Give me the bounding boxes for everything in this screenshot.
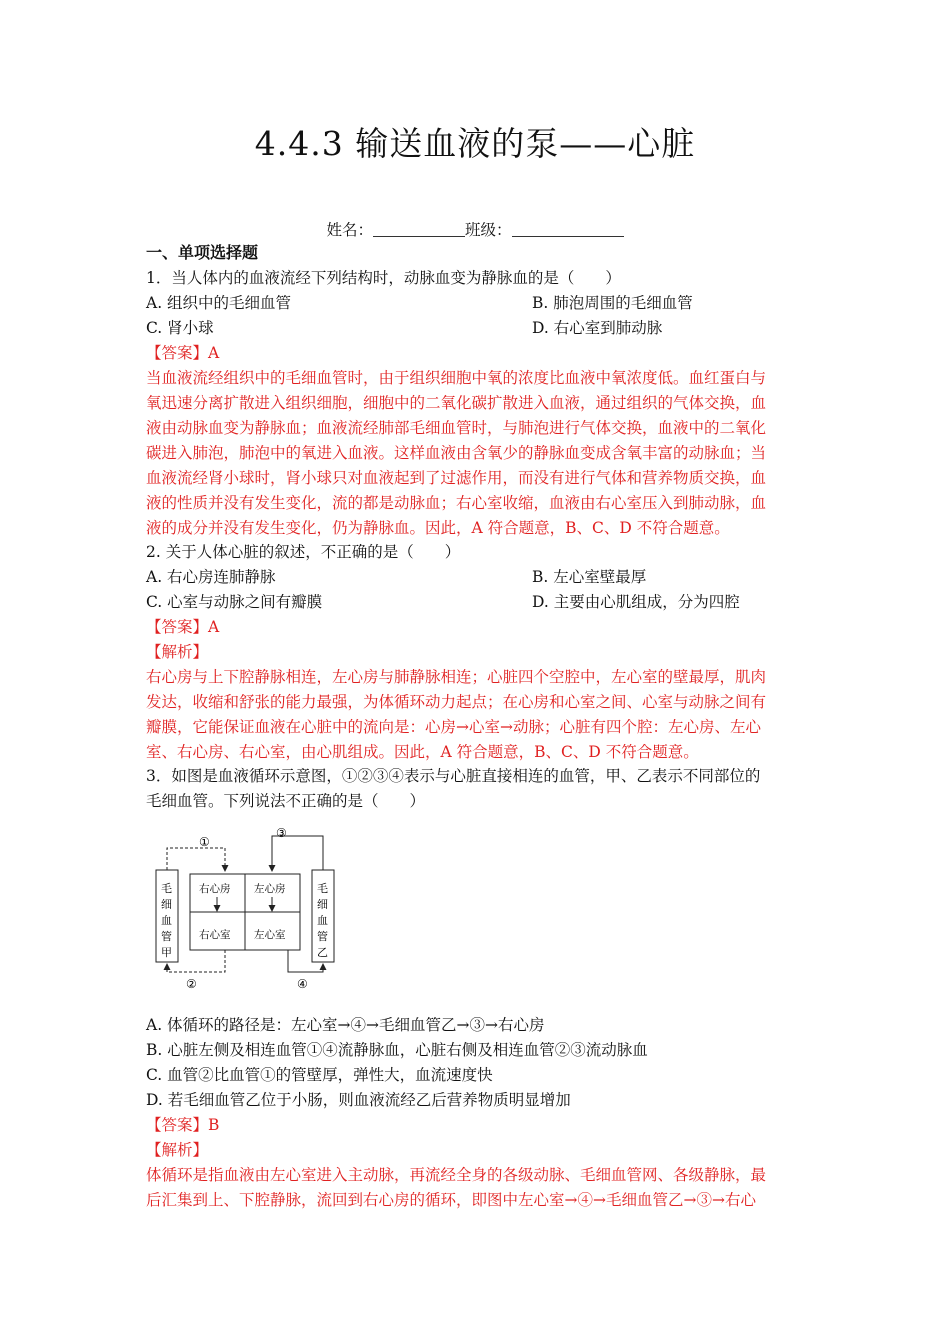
section-title: 一、单项选择题 bbox=[146, 243, 259, 262]
cap-yi-char: 细 bbox=[317, 898, 328, 911]
q1-explain-line: 液的成分并没有发生变化，仍为静脉血。因此，A 符合题意，B、C、D 不符合题意。 bbox=[146, 519, 730, 537]
cap-jia-char: 细 bbox=[161, 898, 172, 911]
q1-explain-line: 液的性质并没有发生变化，流的都是动脉血；右心室收缩，血液由右心室压入到肺动脉，血 bbox=[146, 494, 767, 512]
q3-stem-line: 3．如图是血液循环示意图，①②③④表示与心脏直接相连的血管，甲、乙表示不同部位的 bbox=[146, 767, 761, 785]
vessel-3 bbox=[272, 836, 323, 870]
q1-option-a: A. 组织中的毛细血管 bbox=[146, 294, 292, 312]
vessel-label-2: ② bbox=[186, 977, 197, 991]
left-ventricle-label: 左心室 bbox=[254, 929, 286, 941]
name-class-line bbox=[0, 218, 950, 240]
vessel-label-4: ④ bbox=[297, 977, 308, 991]
q1-option-c: C. 肾小球 bbox=[146, 319, 214, 337]
q1-explain-line: 液由动脉血变为静脉血；血液流经肺部毛细血管时，与肺泡进行气体交换，血液中的二氧化 bbox=[146, 419, 767, 437]
cap-yi-char: 乙 bbox=[317, 946, 328, 959]
name-label: 姓名： bbox=[326, 221, 373, 239]
cap-yi-char: 毛 bbox=[317, 882, 328, 895]
q2-explain-line: 右心房与上下腔静脉相连，左心房与肺静脉相连；心脏四个空腔中，左心室的壁最厚，肌肉 bbox=[146, 668, 767, 686]
q1-explain-line: 碳进入肺泡，肺泡中的氧进入血液。这样血液由含氧少的静脉血变成含氧丰富的动脉血；当 bbox=[146, 444, 767, 462]
name-blank[interactable] bbox=[373, 222, 465, 237]
cap-jia-char: 血 bbox=[161, 914, 172, 927]
q2-explain-line: 室、右心房、右心室，由心肌组成。因此，A 符合题意，B、C、D 不符合题意。 bbox=[146, 743, 699, 761]
q3-option-a: A. 体循环的路径是：左心室→④→毛细血管乙→③→右心房 bbox=[146, 1016, 545, 1034]
circulation-diagram bbox=[150, 824, 350, 998]
q2-explain-line: 发达，收缩和舒张的能力最强，为体循环动力起点；在心房和心室之间、心室与动脉之间有 bbox=[146, 693, 767, 711]
circulation-svg bbox=[150, 824, 350, 994]
q1-option-b: B. 肺泡周围的毛细血管 bbox=[532, 294, 693, 312]
cap-jia-char: 毛 bbox=[161, 882, 172, 895]
vessel-1 bbox=[167, 848, 225, 870]
class-blank[interactable] bbox=[512, 222, 624, 237]
q2-analysis-label: 【解析】 bbox=[146, 643, 209, 661]
cap-yi-char: 管 bbox=[317, 930, 328, 943]
q1-explain-line: 血液流经肾小球时，肾小球只对血液起到了过滤作用，而没有进行气体和营养物质交换，血 bbox=[146, 469, 767, 487]
q2-answer: 【答案】A bbox=[146, 618, 220, 636]
q1-explain-line: 氧迅速分离扩散进入组织细胞，细胞中的二氧化碳扩散进入血液，通过组织的气体交换，血 bbox=[146, 394, 767, 412]
vessel-label-3: ③ bbox=[276, 826, 287, 840]
q2-option-c: C. 心室与动脉之间有瓣膜 bbox=[146, 593, 323, 611]
q3-option-d: D. 若毛细血管乙位于小肠，则血液流经乙后营养物质明显增加 bbox=[146, 1091, 571, 1109]
q3-stem-line: 毛细血管。下列说法不正确的是（ ） bbox=[146, 792, 426, 810]
q3-explain-line: 后汇集到上、下腔静脉，流回到右心房的循环，即图中左心室→④→毛细血管乙→③→右心 bbox=[146, 1191, 756, 1209]
cap-jia-char: 管 bbox=[161, 930, 172, 943]
q3-option-c: C. 血管②比血管①的管壁厚，弹性大，血流速度快 bbox=[146, 1066, 493, 1084]
page-title: 4.4.3 输送血液的泵——心脏 bbox=[254, 124, 696, 163]
q1-stem: 1．当人体内的血液流经下列结构时，动脉血变为静脉血的是（ ） bbox=[146, 269, 621, 287]
q2-option-b: B. 左心室壁最厚 bbox=[532, 568, 647, 586]
q1-option-d: D. 右心室到肺动脉 bbox=[532, 319, 663, 337]
q1-answer: 【答案】A bbox=[146, 344, 220, 362]
class-label: 班级： bbox=[465, 221, 512, 239]
vessel-label-1: ① bbox=[199, 835, 210, 849]
q2-explain-line: 瓣膜，它能保证血液在心脏中的流向是：心房→心室→动脉；心脏有四个腔：左心房、左心 bbox=[146, 718, 761, 736]
q3-analysis-label: 【解析】 bbox=[146, 1141, 209, 1159]
q2-option-a: A. 右心房连肺静脉 bbox=[146, 568, 276, 586]
left-atrium-label: 左心房 bbox=[254, 883, 286, 895]
q2-option-d: D. 主要由心肌组成，分为四腔 bbox=[532, 593, 740, 611]
q1-explain-line: 当血液流经组织中的毛细血管时，由于组织细胞中氧的浓度比血液中氧浓度低。血红蛋白与 bbox=[146, 369, 767, 387]
right-ventricle-label: 右心室 bbox=[199, 929, 231, 941]
vessel-2 bbox=[167, 950, 225, 972]
q3-option-b: B. 心脏左侧及相连血管①④流静脉血，心脏右侧及相连血管②③流动脉血 bbox=[146, 1041, 648, 1059]
cap-jia-char: 甲 bbox=[161, 946, 172, 959]
right-atrium-label: 右心房 bbox=[199, 883, 231, 895]
q3-answer: 【答案】B bbox=[146, 1116, 220, 1134]
q3-explain-line: 体循环是指血液由左心室进入主动脉，再流经全身的各级动脉、毛细血管网、各级静脉，最 bbox=[146, 1166, 767, 1184]
q2-stem: 2. 关于人体心脏的叙述，不正确的是（ ） bbox=[146, 543, 461, 561]
cap-yi-char: 血 bbox=[317, 914, 328, 927]
